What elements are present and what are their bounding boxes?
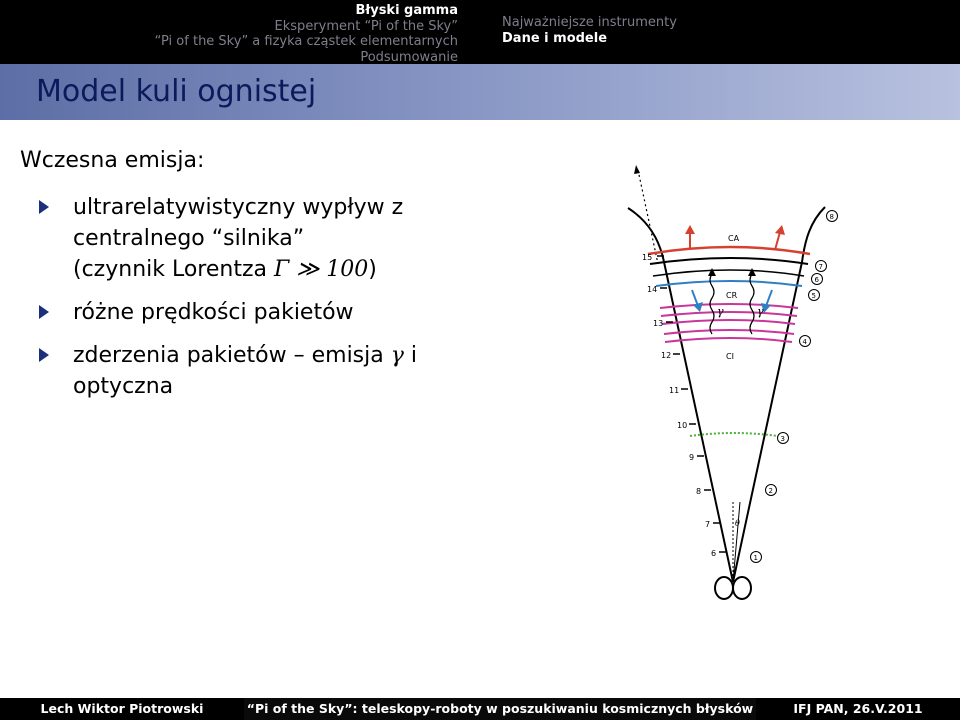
- bullet-arrow-icon: [39, 348, 49, 362]
- label-gamma-left: γ: [717, 305, 724, 318]
- tick-label: 8: [696, 487, 702, 496]
- right-markers: [751, 211, 838, 563]
- bullet-text-line: [73, 254, 438, 285]
- bullet-item-collisions: [38, 340, 438, 402]
- footer-author: Lech Wiktor Piotrowski: [0, 698, 244, 720]
- tick-label: 9: [689, 453, 695, 462]
- shell-magenta-3: [662, 320, 795, 324]
- frame-title: Model kuli ognistej: [36, 74, 317, 109]
- circle-label: 8: [829, 213, 834, 221]
- tick-label: 13: [653, 319, 664, 328]
- central-engine-right-lobe: [733, 577, 751, 599]
- left-scale: [642, 253, 726, 558]
- section-navigation: [0, 0, 480, 64]
- bullet-text-line: centralnego “silnika”: [73, 226, 305, 251]
- circle-label: 6: [814, 276, 819, 284]
- label-theta: θ: [735, 519, 740, 528]
- gamma-symbol: γ: [390, 343, 404, 368]
- central-engine-left-lobe: [715, 577, 733, 599]
- subsection-navigation: [480, 0, 960, 64]
- red-arrow-left: [685, 225, 695, 250]
- slide-content: [0, 120, 960, 690]
- label-gamma-right: γ: [757, 305, 764, 318]
- circle-label: 3: [780, 435, 785, 443]
- bullet-text: i: [403, 343, 417, 368]
- bullet-arrow-icon: [39, 200, 49, 214]
- nav-subsection-instruments[interactable]: Najważniejsze instrumenty: [502, 15, 677, 30]
- circle-label: 1: [753, 554, 758, 562]
- blue-arrow-left: [692, 290, 703, 312]
- bullet-text-line: optyczna: [73, 374, 174, 399]
- shell-magenta-1: [660, 304, 798, 308]
- tick-label: 7: [705, 520, 711, 529]
- shell-black-1: [650, 258, 808, 264]
- nav-section-gamma-bursts[interactable]: Błyski gamma: [355, 3, 458, 18]
- tick-label: 6: [711, 549, 717, 558]
- bullet-text: ): [368, 257, 377, 282]
- shell-red-outer: [648, 247, 810, 254]
- frame-title-bar: [0, 64, 960, 120]
- label-ca: CA: [728, 234, 740, 243]
- bullet-text-line: [73, 340, 438, 371]
- cone-right-edge: [733, 207, 825, 582]
- line-of-sight-arrow: [634, 165, 640, 174]
- bullet-item-velocities: [38, 297, 438, 328]
- circle-label: 2: [768, 487, 773, 495]
- nav-section-experiment[interactable]: Eksperyment “Pi of the Sky”: [274, 18, 458, 34]
- tick-label: 14: [647, 285, 658, 294]
- footer-bar: [0, 698, 960, 720]
- shell-black-2: [653, 270, 804, 276]
- photon-arrow-right: [748, 268, 756, 276]
- shell-magenta-4: [664, 330, 794, 334]
- tick-label: 11: [669, 386, 680, 395]
- tick-label: 10: [677, 421, 688, 430]
- top-navigation-bar: [0, 0, 960, 64]
- bullet-text: zderzenia pakietów – emisja: [73, 343, 391, 368]
- tick-label: 15: [642, 253, 653, 262]
- label-ci: CI: [726, 352, 734, 361]
- footer-talk-title: “Pi of the Sky”: teleskopy-roboty w poszukiwaniu kosmicznych błysków: [244, 698, 756, 720]
- bullet-text-line: różne prędkości pakietów: [73, 300, 354, 325]
- bullet-arrow-icon: [39, 305, 49, 319]
- shell-magenta-2: [661, 312, 797, 316]
- nav-section-summary[interactable]: Podsumowanie: [360, 49, 458, 65]
- circle-label: 4: [802, 338, 807, 346]
- footer-institution-date: IFJ PAN, 26.V.2011: [756, 698, 960, 720]
- fireball-model-diagram: [620, 162, 850, 602]
- nav-subsection-data-models[interactable]: Dane i modele: [502, 30, 608, 46]
- tick-label: 12: [661, 351, 672, 360]
- shell-blue: [656, 281, 802, 286]
- nav-section-particle-physics[interactable]: “Pi of the Sky” a fizyka cząstek elementarnych: [154, 34, 458, 49]
- bullet-text: (czynnik Lorentza: [73, 257, 274, 282]
- shell-magenta-5: [665, 338, 792, 342]
- red-arrow-right: [775, 225, 785, 250]
- circle-label: 7: [818, 263, 823, 271]
- photon-arrow-left: [708, 268, 716, 276]
- label-cr: CR: [726, 291, 738, 300]
- intro-text: Wczesna emisja:: [20, 148, 205, 173]
- circle-label: 5: [811, 292, 816, 300]
- bullet-item-outflow: [38, 192, 438, 285]
- lorentz-factor-math: Γ ≫ 100: [274, 257, 369, 282]
- bullet-text-line: ultrarelatywistyczny wypływ z: [73, 195, 404, 220]
- bullet-list: [38, 192, 438, 414]
- cone-left-edge: [628, 208, 733, 582]
